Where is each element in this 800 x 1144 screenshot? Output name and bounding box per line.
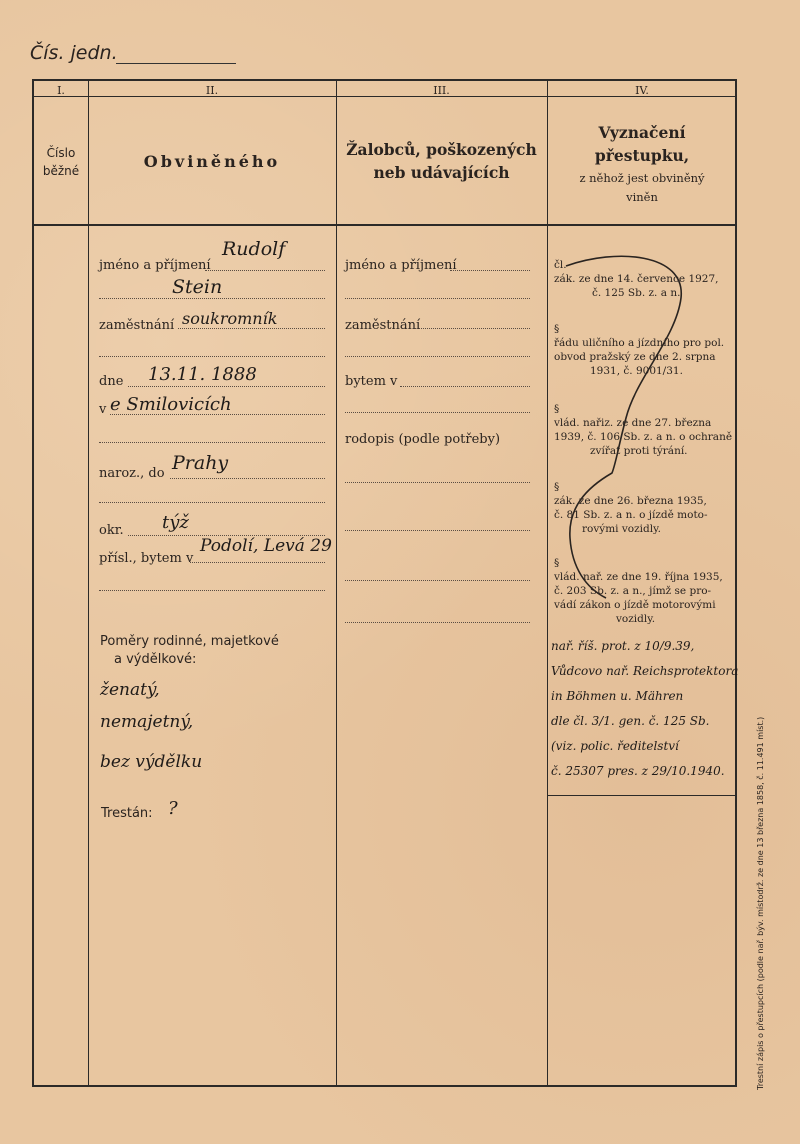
offence-5-line2: č. 203 Sb. z. a n., jímž se pro-: [554, 585, 712, 597]
offence-5-prefix: §: [554, 557, 560, 569]
dotted-line: [99, 502, 325, 503]
dotted-line: [99, 442, 325, 443]
offence-2-line2: obvod pražský ze dne 2. srpna: [554, 351, 716, 363]
birth-date: 13.11. 1888: [148, 364, 257, 385]
column-4-title-line1: Vyznačení: [598, 123, 686, 142]
column-divider: [336, 81, 337, 1085]
offence-2-line3: 1931, č. 9001/31.: [590, 365, 683, 377]
column-4-subtitle-line2: viněn: [626, 190, 658, 204]
column-number-2: II.: [205, 84, 219, 97]
column-number-4: IV.: [635, 84, 649, 97]
column-1-title-line2: běžné: [42, 164, 80, 178]
accused-occupation: soukromník: [182, 309, 278, 328]
accused-surname: Stein: [172, 276, 223, 298]
dotted-line: [345, 298, 530, 299]
offence-2-line1: řádu uličního a jízdního pro pol.: [554, 337, 725, 349]
punished-label: Trestán:: [101, 806, 153, 821]
offence-1-prefix: čl.: [554, 259, 567, 271]
column-number-1: I.: [57, 84, 65, 97]
district: týž: [162, 512, 189, 533]
native-label: naroz., do: [99, 466, 165, 481]
residence-label: přísl., bytem v: [99, 551, 194, 566]
offence-1-line2: č. 125 Sb. z. a n.: [592, 287, 681, 299]
column-divider: [88, 81, 89, 1085]
dotted-line: [178, 328, 325, 329]
offence-3-line1: vlád. nařiz. ze dne 27. března: [554, 417, 712, 429]
header-row-divider: [34, 224, 735, 226]
dotted-line: [99, 590, 325, 591]
plaintiff-description-label: rodopis (podle potřeby): [345, 432, 501, 447]
dotted-line: [99, 298, 325, 299]
family-label-line1: Poměry rodinné, majetkové: [100, 634, 279, 649]
plaintiff-residence-label: bytem v: [345, 374, 398, 389]
dotted-line: [170, 478, 325, 479]
column-1-title-line1: Číslo: [46, 146, 76, 160]
family-conditions-label: [100, 633, 279, 669]
reference-number-label: Čís. jedn.: [30, 42, 118, 64]
column-3-header: [336, 138, 547, 184]
offence-4-line1: zák. ze dne 26. března 1935,: [554, 495, 707, 507]
accused-occupation-label: zaměstnání: [99, 318, 175, 333]
birth-place-prefix: v: [99, 402, 107, 417]
offence-4-line3: rovými vozidly.: [582, 523, 661, 535]
offence-5-line1: vlád. nař. ze dne 19. října 1935,: [554, 571, 723, 583]
form-side-print: Trestní zápis o přestupcích (podle nař. býv. místodrž. ze dne 13 března 1858, č. 11.491 míst.): [756, 716, 765, 1090]
accused-first-name: Rudolf: [222, 238, 286, 260]
property-status: nemajetný,: [100, 712, 194, 732]
offence-3-line3: zvířat proti týrání.: [590, 445, 688, 457]
punished-value: ?: [168, 798, 178, 819]
dotted-line: [450, 270, 530, 271]
offence-note-line2: Vůdcovo nař. Reichsprotektora: [551, 664, 739, 678]
offence-4-line2: č. 81 Sb. z. a n. o jízdě moto-: [554, 509, 708, 521]
offence-note-line3: in Böhmen u. Mähren: [551, 689, 684, 703]
family-label-line2: a výdělkové:: [114, 652, 197, 667]
native-place: Prahy: [172, 452, 229, 474]
column-1-header: [34, 144, 88, 180]
dotted-line: [190, 562, 325, 563]
column-4-subtitle-line1: z něhož jest obviněný: [579, 171, 705, 185]
district-label: okr.: [99, 523, 124, 538]
dotted-line: [128, 386, 325, 387]
offence-note-line6: č. 25307 pres. z 29/10.1940.: [551, 764, 725, 778]
income-status: bez výdělku: [100, 752, 203, 772]
handwritten-offence-note: [551, 634, 738, 784]
column-number-3: III.: [433, 84, 450, 97]
reference-number-line: [116, 63, 236, 64]
handwritten-loop-mark: [546, 238, 736, 638]
birth-place: e Smilovicích: [110, 394, 232, 415]
column-2-header: Obviněného: [143, 152, 281, 171]
column-4-title-line2: přestupku,: [594, 146, 690, 165]
residence: Podolí, Levá 29: [200, 536, 332, 556]
dotted-line: [345, 530, 530, 531]
offence-2-prefix: §: [554, 323, 560, 335]
dotted-line: [345, 580, 530, 581]
dotted-line: [99, 356, 325, 357]
family-status: ženatý,: [100, 680, 160, 700]
column-3-title-line1: Žalobců, poškozených: [346, 140, 537, 159]
offence-note-line1: nař. říš. prot. z 10/9.39,: [551, 639, 695, 653]
birth-date-label: dne: [99, 374, 124, 389]
offence-3-line2: 1939, č. 106 Sb. z. a n. o ochraně: [554, 431, 733, 443]
dotted-line: [415, 328, 530, 329]
plaintiff-occupation-label: zaměstnání: [345, 318, 421, 333]
offence-5-line4: vozidly.: [616, 613, 656, 625]
offence-4-prefix: §: [554, 481, 560, 493]
dotted-line: [345, 622, 530, 623]
column-4-header: [547, 122, 737, 206]
offence-note-line5: (viz. polic. ředitelství: [551, 739, 679, 753]
dotted-line: [345, 412, 530, 413]
plaintiff-name-label: jméno a příjmení: [345, 258, 457, 273]
dotted-line: [400, 386, 530, 387]
dotted-line: [345, 356, 530, 357]
accused-name-label: jméno a příjmení: [99, 258, 211, 273]
dotted-line: [110, 414, 325, 415]
column-3-title-line2: neb udávajících: [373, 163, 510, 182]
offence-3-prefix: §: [554, 403, 560, 415]
dotted-line: [205, 270, 325, 271]
offence-note-underline: [547, 795, 737, 796]
dotted-line: [345, 482, 530, 483]
offence-note-line4: dle čl. 3/1. gen. č. 125 Sb.: [551, 714, 710, 728]
offence-5-line3: vádí zákon o jízdě motorovými: [554, 599, 716, 611]
offence-1-line1: zák. ze dne 14. července 1927,: [554, 273, 719, 285]
